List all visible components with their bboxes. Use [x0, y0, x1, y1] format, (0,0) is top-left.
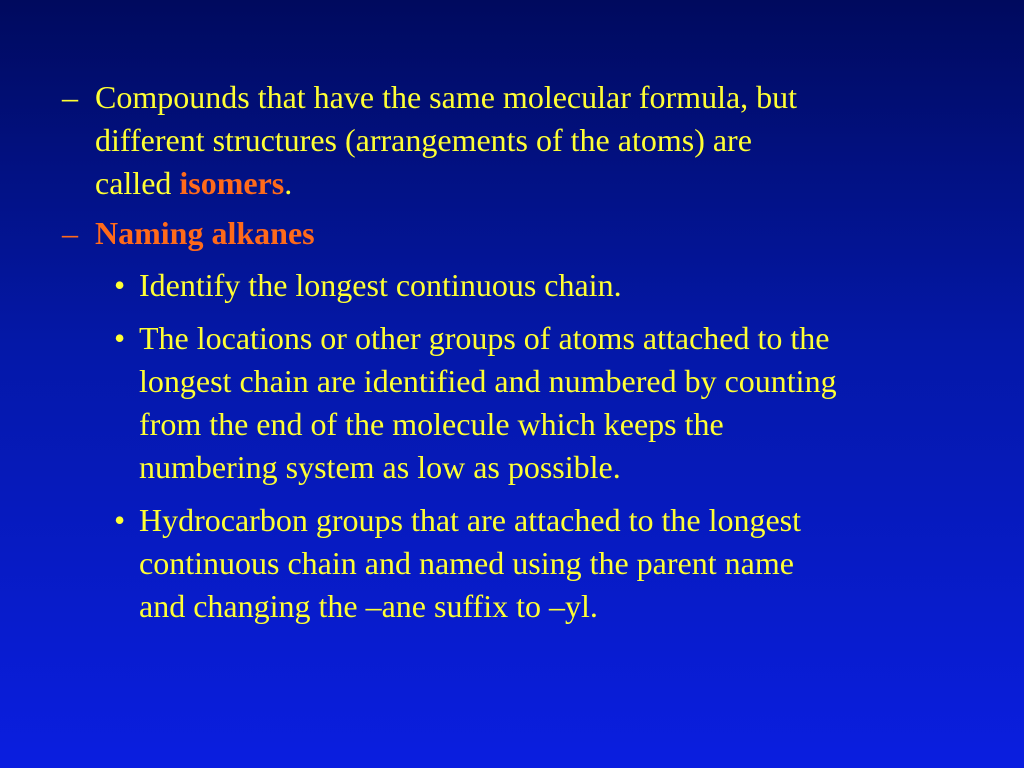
bullet-2-line-1: The locations or other groups of atoms attached to the — [139, 320, 830, 356]
bullet-marker: • — [114, 320, 126, 356]
isomers-text — [95, 76, 797, 205]
dash-marker: – — [62, 215, 78, 251]
bullet-3-text — [139, 499, 801, 628]
bullet-marker: • — [114, 267, 126, 303]
bullet-3-line-2: continuous chain and named using the parent name — [139, 545, 794, 581]
bullet-item-3 — [114, 499, 1004, 629]
isomers-line-3 — [95, 162, 797, 205]
bullet-item-1 — [114, 264, 1004, 307]
dash-marker: – — [62, 79, 78, 115]
isomers-item — [62, 76, 1002, 206]
bullet-1-text — [139, 264, 622, 307]
bullet-2-text — [139, 317, 837, 489]
isomers-line-3-prefix: called — [95, 165, 180, 201]
bullet-item-2 — [114, 317, 1014, 489]
isomers-term: isomers — [179, 165, 285, 201]
naming-heading-item — [62, 212, 662, 255]
bullet-marker: • — [114, 502, 126, 538]
bullet-2-line-2: longest chain are identified and numbered by counting — [139, 363, 837, 399]
isomers-line-3-suffix: . — [284, 165, 293, 201]
bullet-1-line-1: Identify the longest continuous chain. — [139, 267, 622, 303]
naming-heading: Naming alkanes — [95, 215, 315, 251]
isomers-line-1: Compounds that have the same molecular formula, but — [95, 79, 798, 115]
bullet-3-line-1: Hydrocarbon groups that are attached to the longest — [139, 502, 801, 538]
bullet-2-line-4: numbering system as low as possible. — [139, 449, 621, 485]
bullet-2-line-3: from the end of the molecule which keeps the — [139, 406, 724, 442]
isomers-line-2: different structures (arrangements of the atoms) are — [95, 122, 752, 158]
bullet-3-line-3: and changing the –ane suffix to –yl. — [139, 588, 598, 624]
